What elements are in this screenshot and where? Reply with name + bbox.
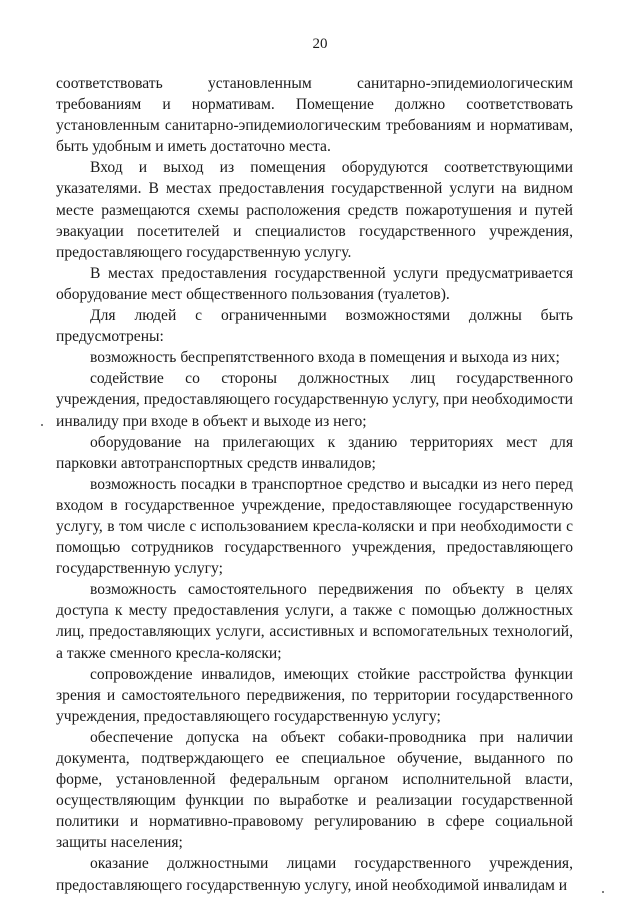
list-item-staff-assistance: содействие со стороны должностных лиц государственного учреждения, предоставляющего государственную услугу, при необходимости инвалиду при входе в объект и выходе из него; (56, 370, 573, 430)
list-item-escort: сопровождение инвалидов, имеющих стойкие расстройства функции зрения и самостоятельного передвижения, по территории государственного учреждения, предоставляющего государственную услугу; (56, 665, 573, 725)
list-item-independent-movement: возможность самостоятельного передвижения по объекту в целях доступа к месту предоставления услуги, а также с помощью должностных лиц, предоставляющих услуги, ассистивных и вспомогательных технологий, а также сменного кресла-коляски; (56, 581, 573, 662)
paragraph-continuation: соответствовать установленным санитарно-эпидемиологическим требованиям и нормативам. Помещение должно соответствовать установленным санитарно-эпидемиологическим требованиям и нормативам, быть удобным и иметь достаточно места. (56, 75, 573, 156)
paragraph-entrance-signs: Вход и выход из помещения оборудуются соответствующими указателями. В местах предоставления государственной услуги на видном месте размещаются схемы расположения средств пожаротушения и путей эвакуации посетителей и специалистов государственного учреждения, предоставляющего государственную услугу. (56, 159, 573, 261)
scan-speck (602, 891, 604, 893)
list-item-other-assistance: оказание должностными лицами государственного учреждения, предоставляющего государственную услугу, иной необходимой инвалидам и (56, 855, 573, 894)
body-text (56, 73, 573, 896)
page-number: 20 (312, 36, 328, 52)
paragraph-disability-provisions-intro: Для людей с ограниченными возможностями должны быть предусмотрены: (56, 307, 573, 346)
paragraph-public-facilities: В местах предоставления государственной услуги предусматривается оборудование мест общественного пользования (туалетов). (56, 264, 573, 303)
list-item-unobstructed-entry: возможность беспрепятственного входа в помещения и выхода из них; (90, 349, 560, 367)
list-item-vehicle-boarding: возможность посадки в транспортное средство и высадки из него перед входом в государственное учреждение, предоставляющее государственную услугу, в том числе с использованием кресла-коляски и при необходимости с помощью сотрудников государственного учреждения, предоставляющего государственную услугу; (56, 475, 573, 578)
list-item-guide-dog: обеспечение допуска на объект собаки-проводника при наличии документа, подтверждающего ее специальное обучение, выданного по форме, установленной федеральным органом исполнительной власти, осуществляющим функции по выработке и реализации государственной политики и нормативно-правовому регулированию в сфере социальной защиты населения; (56, 728, 573, 852)
list-item-parking: оборудование на прилегающих к зданию территориях мест для парковки автотранспортных средств инвалидов; (56, 433, 573, 472)
scan-speck (41, 424, 43, 426)
